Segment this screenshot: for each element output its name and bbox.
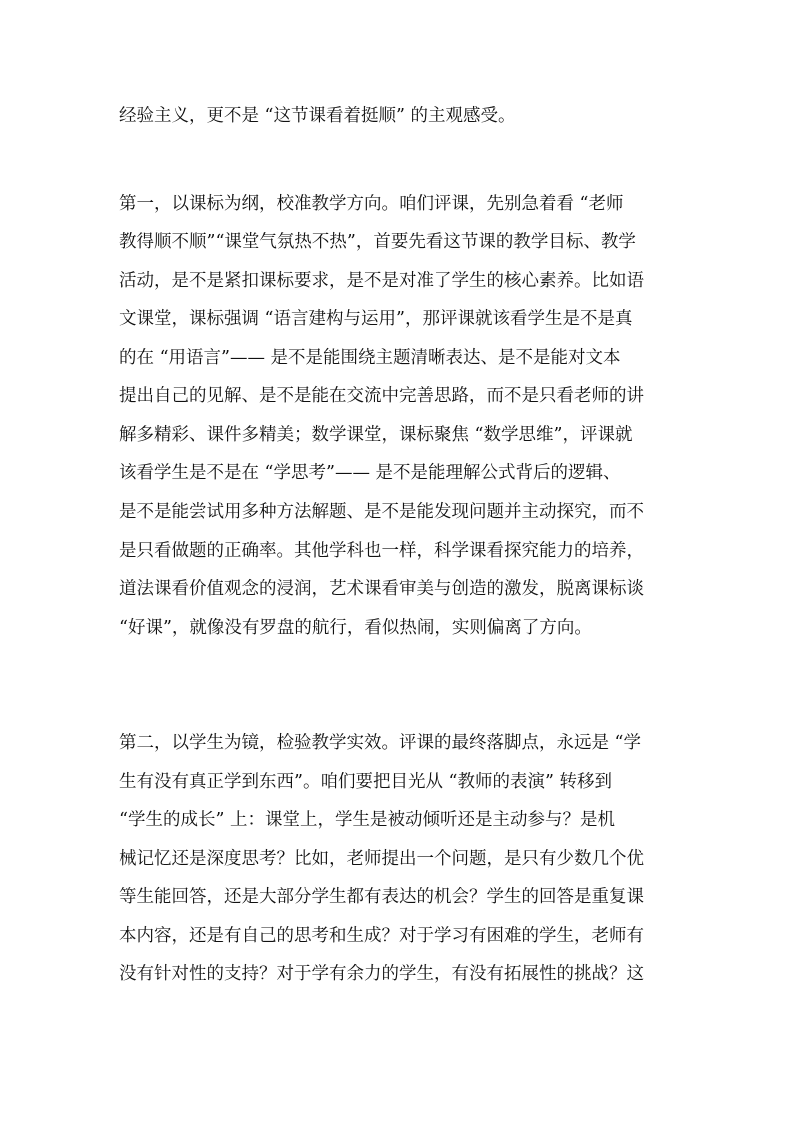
paragraph-2-line: 是不是能尝试用多种方法解题、是不是能发现问题并主动探究，而不: [119, 502, 644, 522]
paragraph-3-line: 生有没有真正学到东西”。咱们要把目光从 “教师的表演” 转移到: [119, 772, 612, 792]
paragraph-3-line: 本内容，还是有自己的思考和生成？对于学习有困难的学生，老师有: [119, 926, 644, 946]
paragraph-3-line: 第二，以学生为镜，检验教学实效。评课的最终落脚点，永远是 “学: [119, 733, 642, 753]
paragraph-3-line: 没有针对性的支持？对于学有余力的学生，有没有拓展性的挑战？这: [119, 964, 644, 984]
paragraph-2-line: 提出自己的见解、是不是能在交流中完善思路，而不是只看老师的讲: [119, 386, 644, 406]
paragraph-2-line: 文课堂，课标强调 “语言建构与运用”，那评课就该看学生是不是真: [119, 309, 633, 329]
paragraph-3-line: “学生的成长” 上：课堂上，学生是被动倾听还是主动参与？是机: [119, 810, 615, 830]
paragraph-3-line: 等生能回答，还是大部分学生都有表达的机会？学生的回答是重复课: [119, 887, 644, 907]
paragraph-2-line: 解多精彩、课件多精美；数学课堂，课标聚焦 “数学思维”，评课就: [119, 425, 633, 445]
paragraph-2-line: 活动，是不是紧扣课标要求，是不是对准了学生的核心素养。比如语: [119, 271, 644, 291]
paragraph-2-line: 教得顺不顺”“课堂气氛热不热”，首要先看这节课的教学目标、教学: [119, 232, 636, 252]
paragraph-2-line: 第一，以课标为纲，校准教学方向。咱们评课，先别急着看 “老师: [119, 194, 624, 214]
paragraph-2-line: 是只看做题的正确率。其他学科也一样，科学课看探究能力的培养，: [119, 541, 644, 561]
paragraph-1-line: 经验主义，更不是 “这节课看着挺顺” 的主观感受。: [119, 106, 516, 126]
paragraph-2-line: 该看学生是不是在 “学思考”—— 是不是能理解公式背后的逻辑、: [119, 463, 621, 483]
paragraph-2-line: “好课”，就像没有罗盘的航行，看似热闹，实则偏离了方向。: [119, 618, 592, 638]
paragraph-2-line: 道法课看价值观念的浸润，艺术课看审美与创造的激发，脱离课标谈: [119, 579, 644, 599]
paragraph-3-line: 械记忆还是深度思考？比如，老师提出一个问题，是只有少数几个优: [119, 849, 644, 869]
paragraph-2-line: 的在 “用语言”—— 是不是能围绕主题清晰表达、是不是能对文本: [119, 348, 621, 368]
paragraph-2-line: [119, 651, 689, 681]
